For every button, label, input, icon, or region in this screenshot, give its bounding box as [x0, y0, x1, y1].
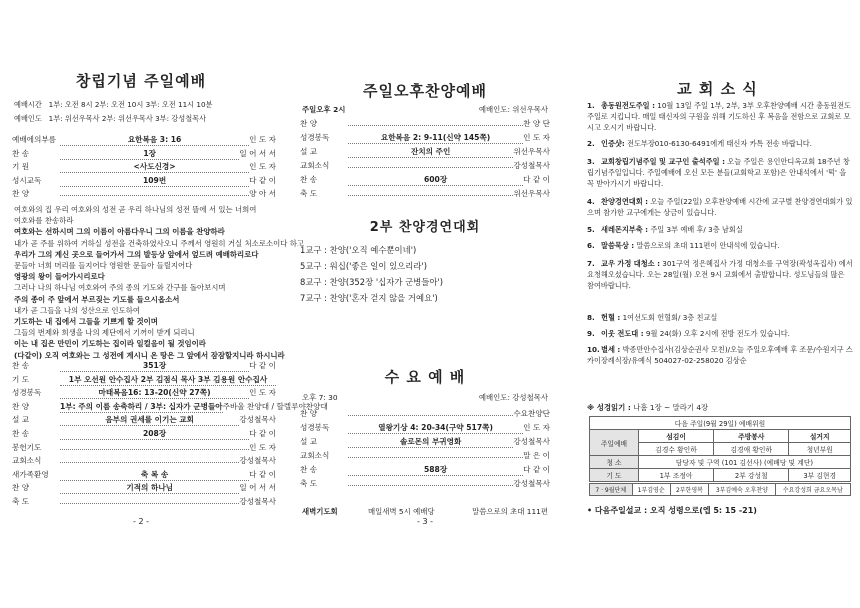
reading-line: 영광의 왕이 들어가시리로다	[14, 272, 105, 282]
order-item	[348, 195, 513, 196]
news-text: 301구역 정은혜집사 가정 대청소를 구역장(곽성옥집사) 에서 요청해오셨습니다. 오는 28일(월) 오전 9시 교회에서 출발합니다. 성도님들의 많은 참여바랍니다.	[587, 259, 853, 290]
news-item	[587, 156, 853, 189]
worship-committee-table	[589, 416, 851, 482]
news-heading: 교회창립기념주일 및 교구인 출석주일 :	[601, 157, 725, 166]
reading-line: 이는 내 집은 만민이 기도하는 집이라 일컬음이 될 것임이라	[14, 339, 206, 349]
order-row	[300, 450, 550, 461]
order-leader: 찬 양 단	[523, 119, 550, 128]
news-text: 10월 13일 주일 1부, 2부, 3부 오후찬양예배 시간 총동원전도주일로 지킵니다. 매일 태신자의 구원을 위해 기도하신 후 복음을 전함으로 교회로 모시고 오시기 바랍니다.	[587, 101, 852, 132]
reading-line: 우리가 그의 계신 곳으로 들어가서 그의 발등상 앞에서 엎드려 예배하리로다	[14, 249, 259, 259]
service-times	[14, 100, 274, 110]
order-item: 1장	[60, 148, 239, 160]
order-leader: 위선우목사	[513, 189, 550, 198]
group-table	[589, 483, 851, 496]
dawn-note: 말씀으로의 초대 111편	[472, 507, 548, 516]
reading-line: 내가 곧 주를 위하여 거하실 성전을 건축하였사오니 주께서 영원히 거실 처소로소이다 하고	[14, 238, 305, 248]
news-item	[587, 344, 853, 366]
afternoon-leader: 예배인도: 위선우목사	[478, 105, 548, 114]
order-leader: 강성철목사	[513, 161, 550, 170]
order-row	[12, 134, 276, 146]
order-row	[12, 188, 276, 199]
order-label: 찬 양	[12, 401, 30, 411]
order-row	[300, 422, 550, 434]
news-text: 9월 24(화) 오후 2시에 전방 전도가 있습니다.	[645, 329, 790, 338]
order-leader: 인 도 자	[523, 133, 550, 142]
reading-line: 여호와를 찬송하라	[14, 216, 74, 226]
bible-reading-text: 나훔 1장 ~ 말라기 4장	[633, 403, 709, 412]
order-label: 기 원	[12, 162, 30, 172]
order-row	[12, 469, 276, 481]
news-number: 7.	[587, 259, 595, 268]
order-leader: 강성철목사	[239, 456, 276, 466]
order-label: 예배에의부름	[12, 135, 57, 144]
table-cell: 1부 조정아	[638, 469, 713, 482]
page-number: - 2 -	[133, 517, 149, 526]
table-cell: 3부 김현경	[789, 469, 851, 482]
reading-line: 내가 곧 그들을 나의 성산으로 인도하여	[14, 305, 140, 315]
order-row	[300, 174, 550, 186]
order-row	[12, 175, 276, 187]
order-label: 축 도	[300, 189, 318, 198]
order-label: 교회소식	[12, 456, 42, 466]
order-item: 마태복음16: 13-20(신약 27쪽)	[60, 387, 249, 399]
page-number: - 3 -	[417, 517, 433, 526]
news-number: 5.	[587, 225, 595, 234]
order-label: 축 도	[300, 479, 318, 488]
news-item	[587, 240, 853, 251]
news-heading: 총동원전도주일 :	[601, 101, 655, 110]
order-item	[60, 449, 249, 450]
order-row	[300, 464, 550, 476]
reading-line: (다같이) 오직 여호와는 그 성전에 계시니 온 땅은 그 앞에서 잠잠할지니라 하시니라	[14, 350, 285, 360]
order-row	[12, 442, 276, 453]
order-row	[12, 428, 276, 440]
order-row	[300, 132, 550, 144]
news-number: 9.	[587, 329, 595, 338]
order-item: 600장	[348, 174, 523, 186]
news-item	[587, 196, 853, 218]
order-leader: 인 도 자	[523, 423, 550, 432]
order-item: 588장	[348, 464, 523, 476]
news-heading: 별세 :	[601, 345, 621, 354]
order-leader: 일 어 서 서	[239, 148, 276, 158]
order-label: 교회소식	[300, 451, 330, 460]
news-item	[587, 100, 853, 133]
afternoon-time: 주일오후 2시	[302, 105, 346, 114]
order-label: 찬 송	[12, 429, 30, 438]
next-sermon: • 다음주일설교 : 오직 성령으로(엡 5: 15 -21)	[587, 506, 757, 515]
table-cell: 김경수 황인하	[638, 443, 713, 456]
order-item	[348, 457, 523, 458]
news-heading: 교우 가정 대청소 :	[601, 259, 660, 268]
news-item	[587, 312, 853, 323]
order-label: 교회소식	[300, 161, 330, 170]
order-item	[348, 125, 523, 126]
order-leader: 인 도 자	[249, 442, 276, 452]
order-item	[60, 462, 239, 463]
page-title: 창립기념 주일예배	[75, 72, 207, 90]
order-item	[348, 415, 513, 416]
order-item: 요한복음 2: 9-11(신약 145쪽)	[348, 132, 523, 144]
order-label: 설 교	[12, 415, 30, 425]
table-cell: 청년부원	[789, 443, 851, 456]
order-row	[12, 148, 276, 160]
order-row	[300, 188, 550, 199]
order-label: 새가족환영	[12, 469, 49, 479]
order-item: 1부: 주의 이름 송축하리 / 3부: 십자가 군병들아	[60, 401, 223, 411]
column-afternoon-service	[288, 0, 562, 608]
contest-item: 5교구 : 워십('좋은 일이 있으리라')	[300, 261, 428, 271]
news-heading: 말씀묵상 :	[601, 241, 635, 250]
order-row	[12, 482, 276, 494]
order-row	[12, 161, 276, 173]
table-col-header: 섬김이	[638, 430, 713, 443]
service-leaders	[14, 114, 274, 124]
reading-line: 여호와는 선하시며 그의 이름이 아름다우니 그의 이름을 찬양하라	[14, 227, 225, 237]
order-leader: 강성철목사	[239, 497, 276, 506]
order-label: 축 도	[12, 497, 30, 506]
table-cell: 1부김영순	[632, 484, 670, 496]
order-label: 찬 양	[12, 483, 30, 493]
order-label: 성시교독	[12, 175, 42, 185]
news-number: 6.	[587, 241, 595, 250]
contest-item: 7교구 : 찬양('혼자 걷지 않을 거예요')	[300, 293, 438, 303]
news-number: 4.	[587, 197, 595, 206]
contest-title: 2부 찬양경연대회	[369, 220, 481, 235]
order-leader: 인 도 자	[249, 162, 276, 172]
table-cell: 기 도	[590, 469, 639, 482]
bible-reading-label: ※ 성경읽기 :	[587, 403, 631, 412]
dawn-label: 새벽기도회	[302, 507, 338, 516]
order-label: 성경봉독	[300, 423, 330, 432]
table-cell: 주일예배	[590, 430, 639, 456]
reading-line: 기도하는 내 집에서 그들을 기쁘게 할 것이며	[14, 317, 158, 326]
leaders-text: 1부: 위선우목사 2부: 위선우목사 3부: 강성철목사	[48, 114, 207, 123]
order-row	[300, 146, 550, 158]
wednesday-title: 수 요 예 배	[384, 368, 466, 386]
order-item: 잔치의 주인	[348, 146, 513, 158]
order-leader: 강성철목사	[513, 437, 550, 446]
order-row	[12, 387, 276, 399]
order-item: 축 복 송	[60, 469, 249, 481]
time-label: 예배시간	[14, 100, 42, 109]
order-item: 열왕기상 4: 20-34(구약 517쪽)	[348, 422, 523, 434]
table-cell: 담당자 및 구역 (101 김선사) (예배당 및 계단)	[638, 456, 850, 469]
order-leader: 다 같 이	[249, 469, 276, 479]
order-label: 찬 양	[12, 189, 30, 199]
order-item: 1부 오선원 안수집사 2부 김점식 목사 3부 김용원 안수집사	[60, 374, 276, 386]
order-row	[12, 496, 276, 507]
order-row	[300, 408, 550, 419]
order-row	[300, 160, 550, 171]
table-cell: 수요강성희 금요오목남	[775, 484, 850, 496]
order-item	[348, 167, 513, 168]
table-cell: 청 소	[590, 456, 639, 469]
order-leader: 다 같 이	[249, 175, 276, 185]
order-leader: 인 도 자	[249, 388, 276, 398]
order-row	[300, 436, 550, 448]
table-cell: 7 · 9월단체	[590, 484, 633, 496]
order-item: 요한복음 3: 16	[60, 134, 249, 146]
order-leader: 다 같 이	[249, 429, 276, 438]
table-cell: 김경애 황인하	[714, 443, 789, 456]
news-number: 3.	[587, 157, 595, 166]
reading-line: 문들아 너희 머리를 들지어다 영원한 문들아 들릴지어다	[14, 261, 193, 270]
order-label: 기 도	[12, 374, 30, 384]
table-header: 다음 주일(9월 29일) 예배위원	[590, 417, 851, 430]
news-heading: 이웃 전도대 :	[601, 329, 644, 338]
column-church-news	[575, 0, 860, 608]
order-leader: 인 도 자	[249, 135, 276, 144]
contest-item: 1교구 : 찬양('오직 예수뿐이네')	[300, 245, 417, 255]
order-item: <사도신경>	[60, 161, 249, 173]
contest-item: 8교구 : 찬양(352장 '십자가 군병들아')	[300, 277, 444, 287]
table-cell: 3부김예숙 오후찬양	[709, 484, 776, 496]
leader-label: 예배인도	[14, 114, 42, 123]
news-number: 1.	[587, 101, 595, 110]
news-heading: 헌혈 :	[601, 313, 621, 322]
news-text: 1여선도회 헌혈회/ 3층 친교실	[622, 313, 718, 322]
order-label: 찬 양	[300, 119, 318, 128]
order-leader: 다 같 이	[249, 361, 276, 370]
order-item	[348, 485, 513, 486]
afternoon-title: 주일오후찬양예배	[363, 82, 487, 100]
order-row	[12, 455, 276, 466]
times-text: 1부: 오전 8시 2부: 오전 10시 3부: 오전 11시 10분	[48, 100, 213, 109]
order-label: 찬 송	[300, 175, 318, 184]
news-heading: 찬양경연대회 :	[601, 197, 649, 206]
order-item: 351장	[60, 360, 249, 372]
order-leader: 일 어 서 서	[239, 483, 276, 493]
table-col-header: 주방봉사	[714, 430, 789, 443]
order-leader: 말 은 이	[523, 451, 550, 460]
news-text: 말씀으로의 초대 111편이 안내석에 있습니다.	[636, 241, 780, 250]
order-label: 찬 송	[12, 361, 30, 370]
news-text: 오늘 주일(22일) 오후찬양예배 시간에 교구별 찬양경연대회가 있으며 참가한 교구에게는 상금이 있습니다.	[587, 197, 853, 217]
news-item	[587, 224, 853, 235]
order-row	[300, 478, 550, 489]
order-label: 성경봉독	[300, 133, 330, 142]
order-leader: 수요찬양단	[513, 409, 550, 418]
reading-line: 그러나 나의 하나님 여호와여 주의 종의 기도와 간구를 돌아보시며	[14, 283, 226, 293]
order-item: 기적의 하나님	[60, 482, 239, 494]
order-item: 208장	[60, 428, 249, 440]
order-label: 찬 양	[300, 409, 318, 418]
order-label: 찬 송	[300, 465, 318, 474]
order-label: 설 교	[300, 147, 318, 156]
news-number: 10.	[587, 345, 600, 354]
order-leader: 다 같 이	[523, 465, 550, 474]
news-number: 8.	[587, 313, 595, 322]
order-row	[12, 360, 276, 372]
table-cell: 2부한영복	[670, 484, 708, 496]
order-item: 109번	[60, 175, 249, 187]
news-text: 박종만안수집사(김상순권사 모친)/오늘 주일오후예배 후 조문/수원지구 스카이장례식장/유예식 504027-02-258020 김상순	[587, 345, 853, 365]
news-heading: 새레몬지부축 :	[601, 225, 649, 234]
dawn-time: 매일새벽 5시 예배당	[368, 507, 435, 516]
news-text: 오늘 주일은 용인안디옥교회 18주년 창립기념주일입니다. 주일예배에 오신 모든 분들(교회학교 포함)은 안내석에서 '떡' 을 꼭 받아가시기 바랍니다.	[587, 157, 850, 188]
order-row	[12, 374, 276, 386]
table-col-header: 설거지	[789, 430, 851, 443]
bible-reading	[587, 402, 708, 413]
order-label: 성경봉독	[12, 388, 42, 398]
wednesday-time: 오후 7: 30	[302, 393, 338, 402]
wednesday-leader: 예배인도: 강성철목사	[478, 393, 548, 402]
news-item	[587, 138, 853, 149]
order-label: 봉헌기도	[12, 442, 42, 452]
order-leader: 다 같 이	[523, 175, 550, 184]
news-item	[587, 328, 853, 339]
order-label: 설 교	[300, 437, 318, 446]
reading-line: 주의 종이 주 앞에서 부르짖는 기도를 들으시옵소서	[14, 294, 180, 304]
news-heading: 인증샷:	[601, 139, 625, 148]
reading-line: 그들의 번제와 희생을 나의 제단에서 기꺼이 받게 되리니	[14, 328, 195, 338]
reading-line: 여호와의 집 우리 여호와의 성전 곧 우리 하나님의 성전 뜰에 서 있는 너희여	[14, 205, 257, 214]
news-text: 주일 3부 예배 후/ 3층 남회실	[650, 225, 743, 234]
order-leader: 주바울 찬양대 / 할렐루야찬양대	[222, 401, 328, 411]
order-label: 찬 송	[12, 148, 30, 158]
order-item	[60, 503, 239, 504]
news-title: 교 회 소 식	[677, 80, 758, 98]
news-text: 전도부장010-6130-6491에게 태신자 카톡 전송 바랍니다.	[627, 139, 812, 148]
order-item	[60, 195, 249, 196]
order-leader: 양 아 서	[249, 189, 276, 199]
order-row	[12, 401, 328, 413]
order-row	[12, 414, 276, 426]
order-leader: 강성철목사	[239, 415, 276, 425]
order-item: 음부의 권세를 이기는 교회	[60, 414, 239, 426]
table-cell: 2부 강성철	[714, 469, 789, 482]
order-leader: 강성철목사	[513, 479, 550, 488]
news-number: 2.	[587, 139, 595, 148]
news-item	[587, 258, 853, 291]
order-leader: 위선우목사	[513, 147, 550, 156]
order-row	[300, 118, 550, 129]
order-item: 솔로몬의 부귀영화	[348, 436, 513, 448]
